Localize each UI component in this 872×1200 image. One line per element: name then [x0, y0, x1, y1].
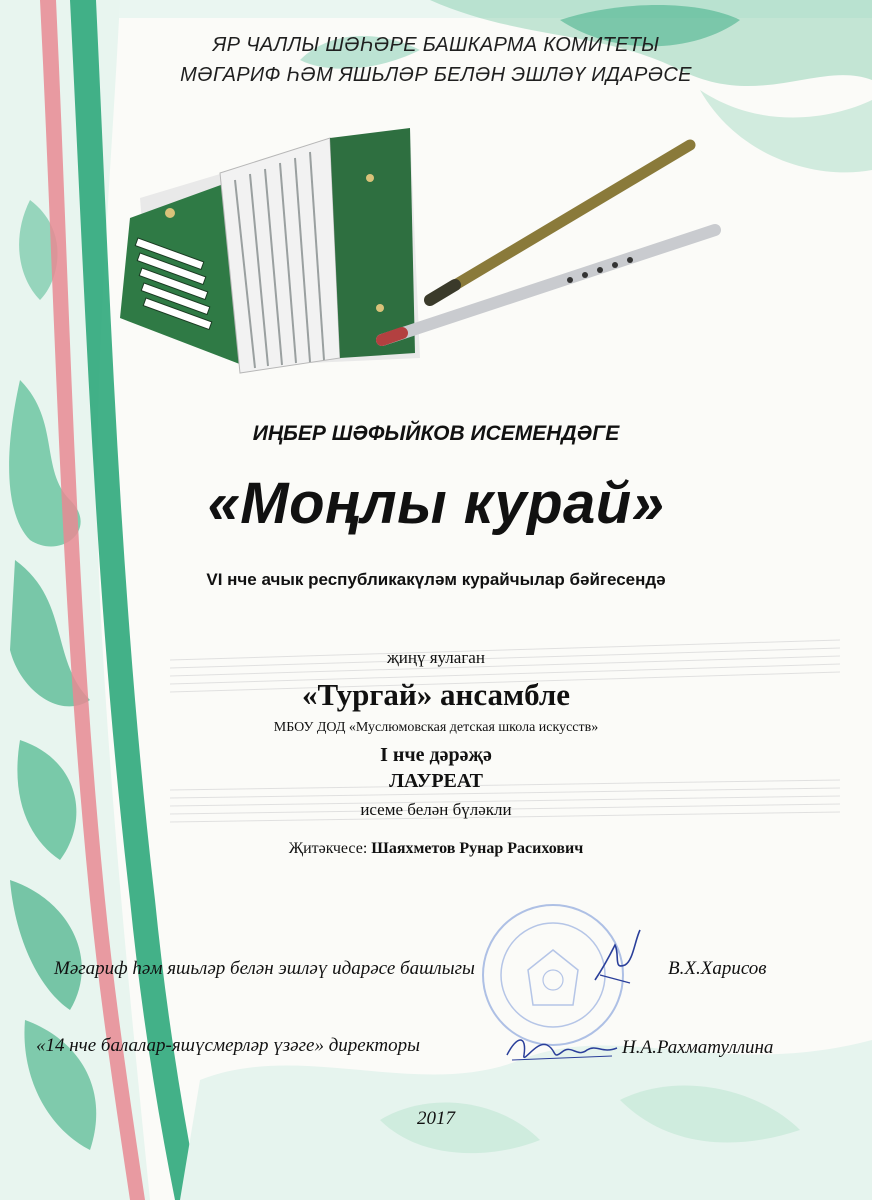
- award-intro: җиңү яулаган: [387, 648, 485, 667]
- competition-subtitle: VI нче ачык республикакүләм курайчылар бәйгесендә: [206, 570, 666, 589]
- signature-1-position: Мәгариф һәм яшьләр белән эшләү идарәсе башлыгы: [54, 958, 475, 979]
- award-closing: исеме белән бүләкли: [360, 800, 512, 819]
- signature-2-name: Н.А.Рахматуллина: [622, 1037, 774, 1058]
- supervisor-label: Җитәкчесе:: [288, 840, 372, 857]
- named-after-line: ИҢБЕР ШӘФЫЙКОВ ИСЕМЕНДӘГЕ: [252, 422, 620, 445]
- signature-rakhmatullina: [502, 1030, 622, 1070]
- issue-year: 2017: [417, 1108, 455, 1129]
- award-degree: I нче дәрәҗә: [380, 744, 492, 766]
- event-title: «Моңлы курай»: [207, 471, 665, 536]
- header-line-1: ЯР ЧАЛЛЫ ШӘҺӘРЕ БАШКАРМА КОМИТЕТЫ: [212, 34, 660, 56]
- kurai-flutes-illustration: [370, 130, 730, 350]
- header-line-2: МӘГАРИФ ҺӘМ ЯШЬЛӘР БЕЛӘН ЭШЛӘҮ ИДАРӘСЕ: [180, 64, 692, 86]
- award-rank: ЛАУРЕАТ: [389, 770, 483, 792]
- signature-2-position: «14 нче балалар-яшүсмерләр үзәге» директоры: [36, 1035, 420, 1056]
- school-name: МБОУ ДОД «Муслюмовская детская школа искусств»: [273, 720, 599, 735]
- signature-1-name: В.Х.Харисов: [668, 958, 767, 979]
- supervisor-line: [0, 840, 872, 858]
- recipient-name: «Тургай» ансамбле: [301, 677, 571, 712]
- signature-harisov: [585, 925, 645, 995]
- supervisor-name: Шаяхметов Рунар Расихович: [371, 840, 584, 857]
